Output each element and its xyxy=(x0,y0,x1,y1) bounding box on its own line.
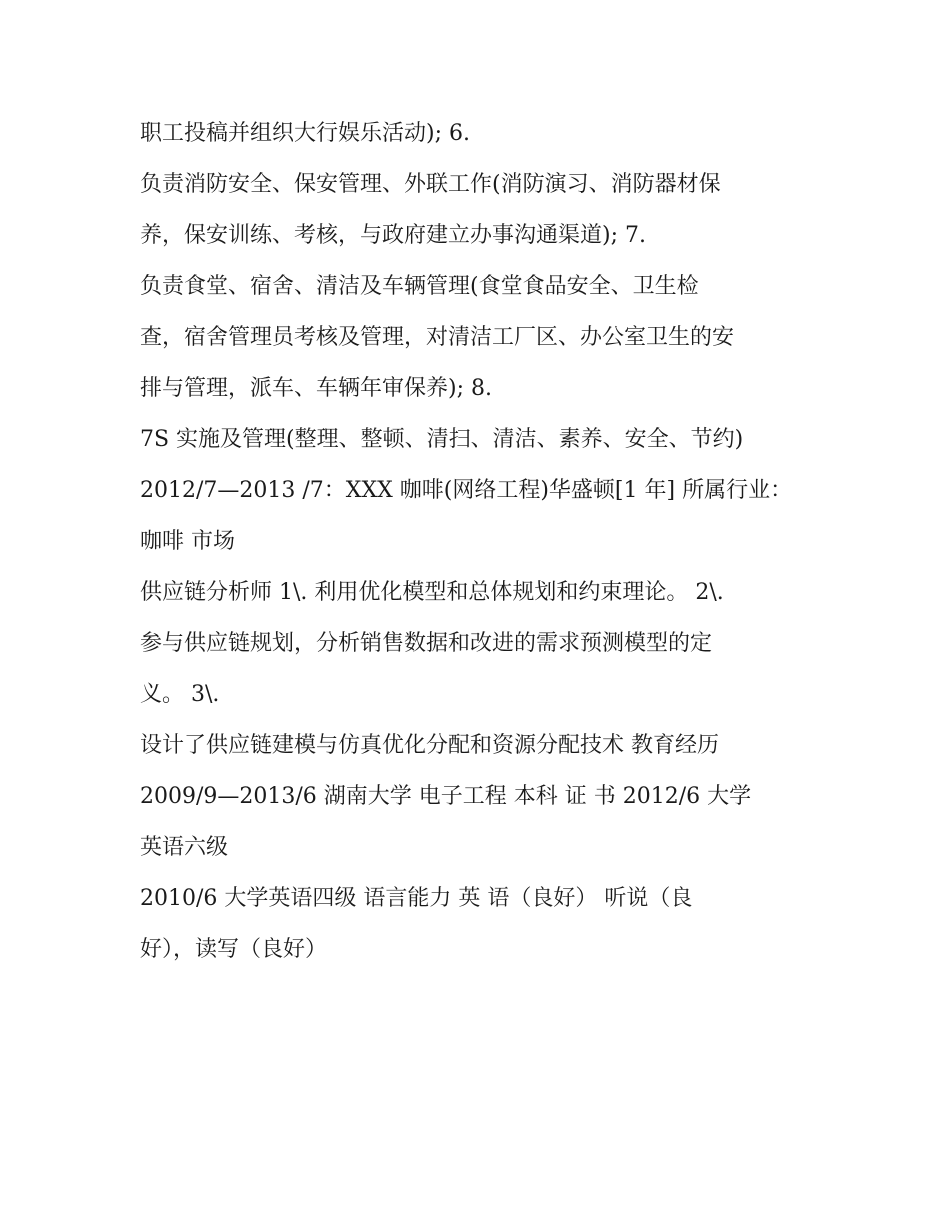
text-line: 2009/9—2013/6 湖南大学 电子工程 本科 证 书 2012/6 大学 xyxy=(140,784,752,809)
text-line: 负责食堂、宿舍、清洁及车辆管理(食堂食品安全、卫生检 xyxy=(140,274,699,299)
text-line: 好），读写（良好） xyxy=(140,937,328,962)
text-line: 供应链分析师 1\. 利用优化模型和总体规划和约束理论。 2\. xyxy=(140,580,724,605)
text-line: 英语六级 xyxy=(140,835,229,860)
text-line: 7S 实施及管理(整理、整顿、清扫、清洁、素养、安全、节约) xyxy=(140,427,744,452)
text-line: 排与管理，派车、车辆年审保养); 8. xyxy=(140,376,492,401)
text-line: 养，保安训练、考核，与政府建立办事沟通渠道); 7. xyxy=(140,223,646,248)
text-line: 查，宿舍管理员考核及管理，对清洁工厂区、办公室卫生的安 xyxy=(140,325,735,350)
text-line: 负责消防安全、保安管理、外联工作(消防演习、消防器材保 xyxy=(140,172,721,197)
document-body xyxy=(140,108,840,975)
text-line: 2010/6 大学英语四级 语言能力 英 语（良好） 听说（良 xyxy=(140,886,693,911)
text-line: 2012/7—2013 /7：XXX 咖啡(网络工程)华盛顿[1 年] 所属行业： xyxy=(140,478,793,503)
text-line: 职工投稿并组织大行娱乐活动); 6. xyxy=(140,121,470,146)
text-line: 咖啡 市场 xyxy=(140,529,235,554)
text-line: 参与供应链规划，分析销售数据和改进的需求预测模型的定 xyxy=(140,631,713,656)
text-line: 义。 3\. xyxy=(140,682,220,707)
text-line: 设计了供应链建模与仿真优化分配和资源分配技术 教育经历 xyxy=(140,733,719,758)
